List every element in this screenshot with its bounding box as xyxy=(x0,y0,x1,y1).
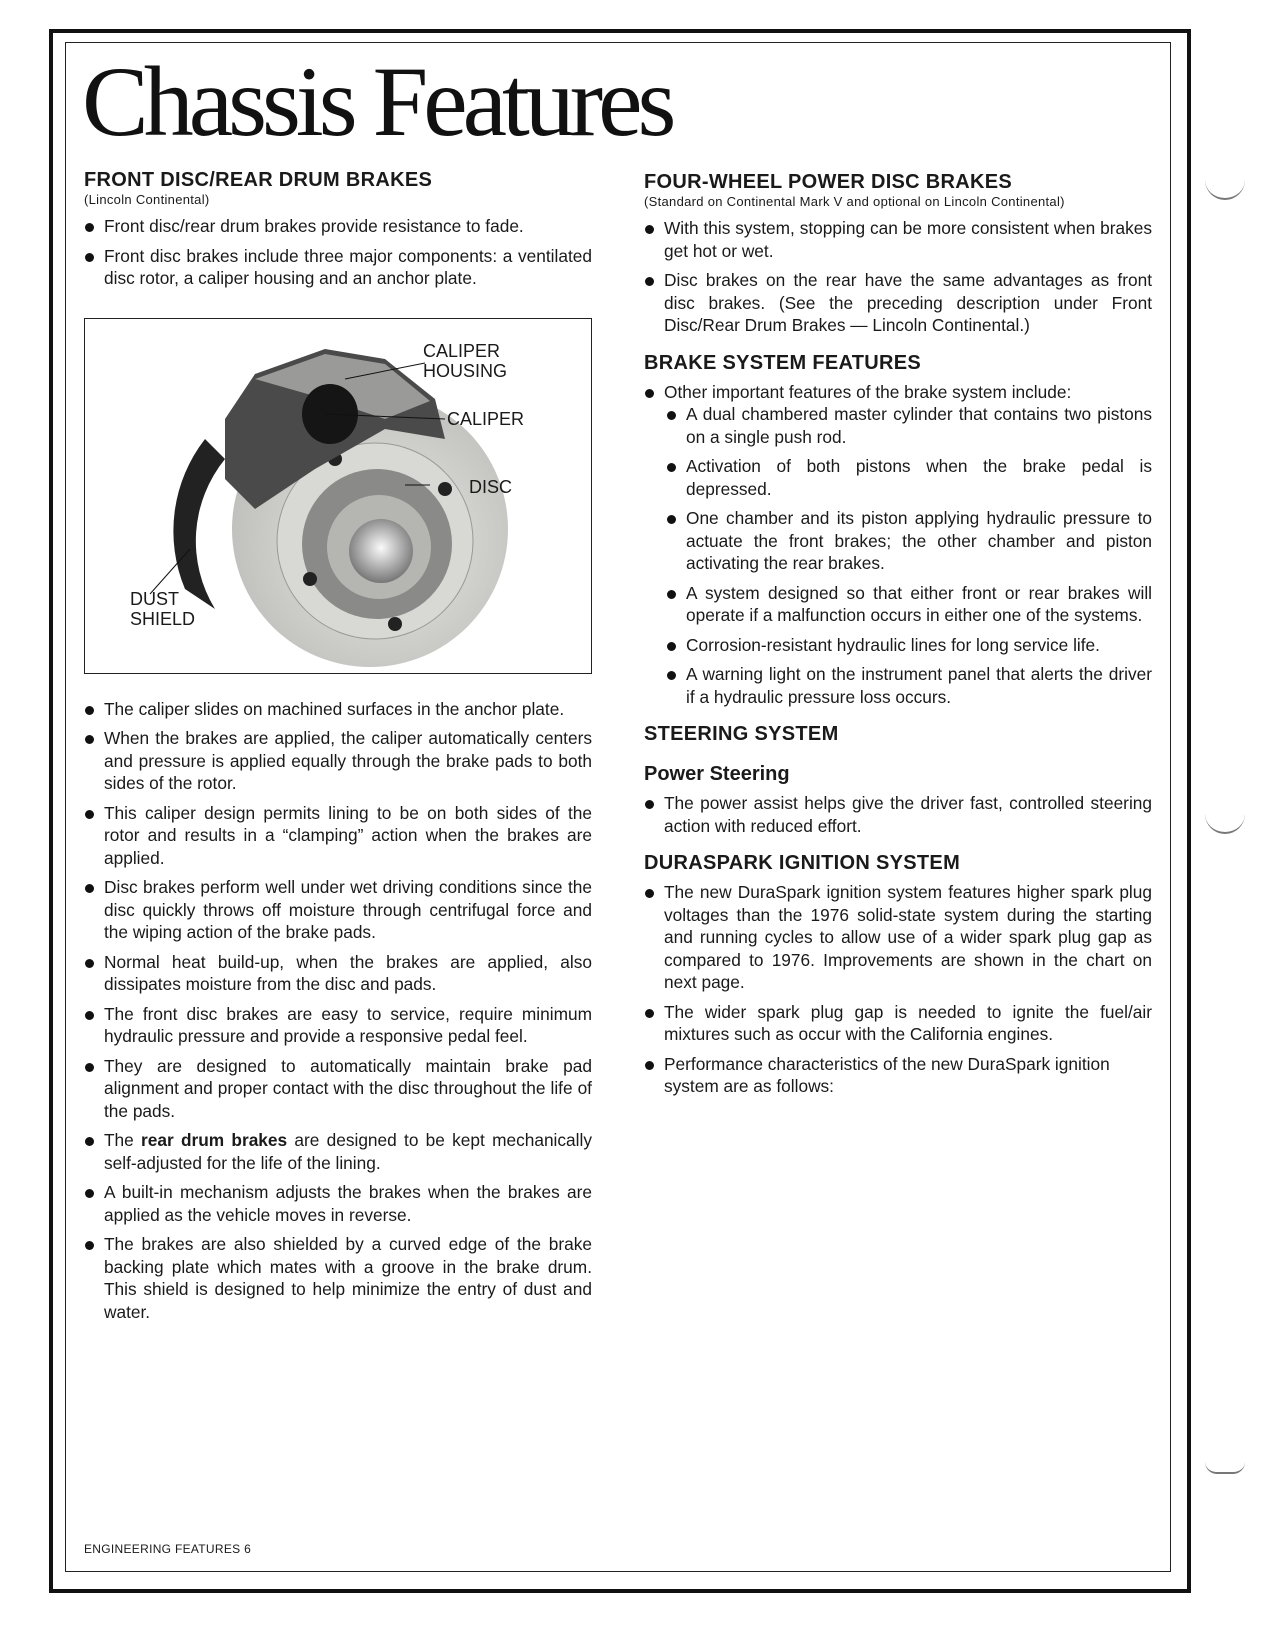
left-column xyxy=(84,168,592,1330)
right-column xyxy=(644,170,1152,1105)
section-heading: STEERING SYSTEM xyxy=(644,723,839,745)
list-item: The power assist helps give the driver fast, controlled steering action with reduced effort. xyxy=(644,792,1152,837)
list-item: A dual chambered master cylinder that contains two pistons on a single push rod. xyxy=(666,403,1152,448)
text: The xyxy=(104,1130,142,1150)
list-item: A warning light on the instrument panel that alerts the driver if a hydraulic pressure loss occurs. xyxy=(666,663,1152,708)
list-item: Disc brakes perform well under wet driving conditions since the disc quickly throws off moisture through centrifugal force and the wiping action of the brake pads. xyxy=(84,876,592,944)
list-item: The front disc brakes are easy to service, require minimum hydraulic pressure and provide a responsive pedal feel. xyxy=(84,1003,592,1048)
section-subheading: (Standard on Continental Mark V and optional on Lincoln Continental) xyxy=(644,194,1065,209)
section-heading: FRONT DISC/REAR DRUM BRAKES xyxy=(84,169,433,191)
disc-label: DISC xyxy=(469,476,513,497)
list-item: Normal heat build-up, when the brakes are applied, also dissipates moisture from the disc and pads. xyxy=(84,951,592,996)
section-subheading: (Lincoln Continental) xyxy=(84,192,210,207)
list-item: The wider spark plug gap is needed to ignite the fuel/air mixtures such as occur with the California engines. xyxy=(644,1001,1152,1046)
brake-diagram-figure xyxy=(84,318,592,674)
dust-shield-label: DUST SHIELD xyxy=(130,588,196,629)
binder-hole-mark xyxy=(1205,1462,1245,1474)
list-item: The caliper slides on machined surfaces in the anchor plate. xyxy=(84,698,592,721)
list-item: When the brakes are applied, the caliper automatically centers and pressure is applied equally through the brake pads to both sides of the rotor. xyxy=(84,727,592,795)
list-item: A built-in mechanism adjusts the brakes when the brakes are applied as the vehicle moves in reverse. xyxy=(84,1181,592,1226)
list-item: With this system, stopping can be more consistent when brakes get hot or wet. xyxy=(644,217,1152,262)
list-item: Front disc/rear drum brakes provide resistance to fade. xyxy=(84,215,592,238)
page-footer: ENGINEERING FEATURES 6 xyxy=(84,1542,252,1556)
binder-hole-mark xyxy=(1205,812,1245,834)
bold-text: rear drum brakes xyxy=(141,1130,288,1150)
text: Other important features of the brake system include: xyxy=(664,381,1072,402)
list-item: The new DuraSpark ignition system features higher spark plug voltages than the 1976 solid-state system during the starting and running cycles to allow use of a wider spark plug gap as compared to 1976. Improvements are shown in the chart on next page. xyxy=(644,881,1152,994)
section-heading: BRAKE SYSTEM FEATURES xyxy=(644,351,922,374)
list-item: Performance characteristics of the new DuraSpark ignition system are as follows: xyxy=(644,1053,1152,1098)
binder-hole-mark xyxy=(1205,178,1245,200)
caliper-label: CALIPER xyxy=(447,408,525,429)
list-item: One chamber and its piston applying hydraulic pressure to actuate the front brakes; the other chamber and piston activating the rear brakes. xyxy=(666,507,1152,575)
list-item: Corrosion-resistant hydraulic lines for long service life. xyxy=(666,634,1152,657)
section-heading: FOUR-WHEEL POWER DISC BRAKES xyxy=(644,171,1013,193)
list-item: The brakes are also shielded by a curved edge of the brake backing plate which mates with a groove in the brake drum. This shield is designed to help minimize the entry of dust and water. xyxy=(84,1233,592,1323)
text: are designed to be kept mechanically self-adjusted for the life of the lining. xyxy=(104,1130,592,1173)
page-title: Chassis Features xyxy=(82,46,672,157)
list-item: They are designed to automatically maintain brake pad alignment and proper contact with the disc throughout the life of the pads. xyxy=(84,1055,592,1123)
list-item: Activation of both pistons when the brake pedal is depressed. xyxy=(666,455,1152,500)
list-item: A system designed so that either front or rear brakes will operate if a malfunction occurs in either one of the systems. xyxy=(666,582,1152,627)
list-item: Front disc brakes include three major components: a ventilated disc rotor, a caliper housing and an anchor plate. xyxy=(84,245,592,290)
subsection-heading: Power Steering xyxy=(644,763,790,785)
list-item: This caliper design permits lining to be on both sides of the rotor and results in a “clamping” action when the brakes are applied. xyxy=(84,802,592,870)
list-item: Disc brakes on the rear have the same advantages as front disc brakes. (See the preceding description under Front Disc/Rear Drum Brakes — Lincoln Continental.) xyxy=(644,269,1152,337)
section-heading: DURASPARK IGNITION SYSTEM xyxy=(644,852,961,874)
caliper-housing-label: CALIPER HOUSING xyxy=(423,340,508,381)
list-item xyxy=(644,381,1152,404)
list-item xyxy=(84,1129,592,1174)
